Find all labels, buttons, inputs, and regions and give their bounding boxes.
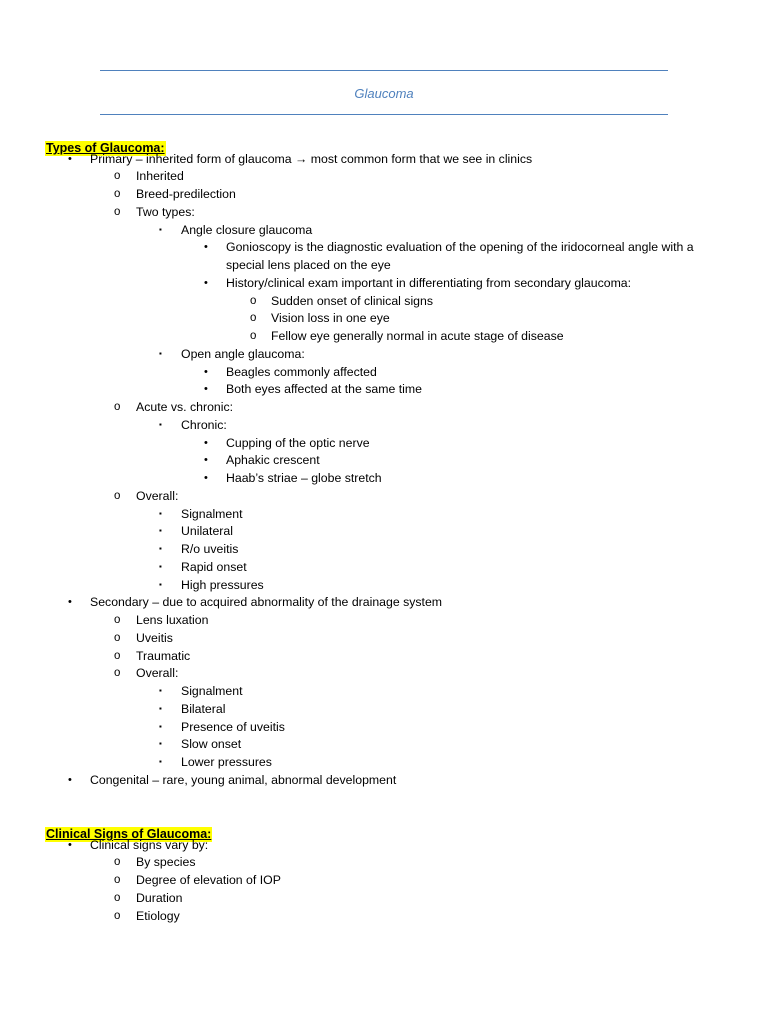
list-item: Degree of elevation of IOP	[136, 873, 281, 887]
list-item: History/clinical exam important in differentiating from secondary glaucoma:	[226, 275, 632, 290]
list-item: Haab’s striae – globe stretch	[226, 471, 382, 485]
circle-bullet-icon: o	[250, 312, 257, 325]
list-item: Two types:	[136, 204, 195, 219]
circle-bullet-icon: o	[114, 489, 121, 502]
list-item: Unilateral	[181, 524, 233, 539]
list-item: Fellow eye generally normal in acute stage of disease	[271, 329, 564, 343]
top-rule	[100, 70, 668, 71]
dot-bullet-icon: •	[204, 436, 208, 449]
dot-bullet-icon: •	[204, 454, 208, 467]
list-item: Duration	[136, 890, 183, 905]
circle-bullet-icon: o	[114, 188, 121, 200]
dot-bullet-icon: •	[204, 383, 208, 396]
section-heading: Clinical Signs of Glaucoma:	[46, 827, 212, 841]
dot-bullet-icon: •	[204, 472, 208, 484]
square-bullet-icon: ▪	[159, 526, 162, 536]
square-bullet-icon: ▪	[159, 561, 162, 571]
list-item: Signalment	[181, 506, 243, 521]
list-item: Chronic:	[181, 417, 227, 432]
list-item: Secondary – due to acquired abnormality of the drainage system	[90, 595, 443, 610]
list-item: Lens luxation	[136, 613, 209, 627]
circle-bullet-icon: o	[114, 667, 121, 680]
list-item: High pressures	[181, 577, 264, 592]
list-item: Bilateral	[181, 701, 226, 716]
circle-bullet-icon: o	[114, 401, 121, 413]
list-item: Angle closure glaucoma	[181, 222, 313, 237]
list-item: Overall:	[136, 666, 179, 681]
square-bullet-icon: ▪	[159, 703, 162, 713]
circle-bullet-icon: o	[114, 631, 121, 644]
title-rule	[100, 114, 668, 115]
circle-bullet-icon: o	[114, 909, 121, 922]
list-item: Clinical signs vary by:	[90, 837, 209, 852]
list-item: Presence of uveitis	[181, 719, 285, 734]
dot-bullet-icon: •	[68, 838, 72, 851]
list-item: Lower pressures	[181, 755, 272, 769]
dot-bullet-icon: •	[68, 152, 72, 165]
square-bullet-icon: ▪	[159, 739, 162, 749]
list-item: By species	[136, 855, 196, 870]
list-item: Traumatic	[136, 648, 191, 663]
dot-bullet-icon: •	[204, 276, 208, 289]
circle-bullet-icon: o	[114, 649, 121, 662]
circle-bullet-icon: o	[114, 891, 121, 904]
list-item: Aphakic crescent	[226, 453, 320, 468]
list-item: Slow onset	[181, 737, 242, 752]
square-bullet-icon: ▪	[159, 686, 162, 695]
list-item: Cupping of the optic nerve	[226, 435, 370, 450]
circle-bullet-icon: o	[114, 614, 121, 626]
square-bullet-icon: ▪	[159, 419, 162, 429]
list-item: Rapid onset	[181, 559, 247, 574]
dot-bullet-icon: •	[204, 241, 208, 254]
circle-bullet-icon: o	[114, 170, 121, 183]
circle-bullet-icon: o	[250, 330, 257, 342]
list-item: Primary – inherited form of glaucoma → most common form that we see in clinics	[90, 151, 533, 166]
list-item: Vision loss in one eye	[271, 311, 390, 326]
list-item: Breed-predilection	[136, 187, 236, 201]
list-item: Congenital – rare, young animal, abnormal development	[90, 772, 397, 787]
list-item: Signalment	[181, 684, 243, 698]
list-item: special lens placed on the eye	[226, 258, 391, 272]
list-item: Inherited	[136, 169, 184, 184]
list-item: Sudden onset of clinical signs	[271, 293, 434, 308]
circle-bullet-icon: o	[114, 856, 121, 869]
square-bullet-icon: ▪	[159, 348, 162, 358]
list-item: Acute vs. chronic:	[136, 400, 234, 414]
square-bullet-icon: ▪	[159, 508, 162, 518]
list-item: Overall:	[136, 488, 179, 503]
dot-bullet-icon: •	[68, 773, 72, 786]
circle-bullet-icon: o	[250, 294, 257, 307]
section-heading: Types of Glaucoma:	[46, 141, 165, 155]
list-item: Etiology	[136, 908, 180, 923]
dot-bullet-icon: •	[68, 596, 72, 609]
dot-bullet-icon: •	[204, 365, 208, 378]
list-item: Uveitis	[136, 630, 173, 645]
circle-bullet-icon: o	[114, 874, 121, 886]
list-item: Beagles commonly affected	[226, 364, 377, 379]
square-bullet-icon: ▪	[159, 544, 162, 553]
list-item: Open angle glaucoma:	[181, 346, 305, 361]
square-bullet-icon: ▪	[159, 721, 162, 731]
square-bullet-icon: ▪	[159, 757, 162, 766]
list-item: R/o uveitis	[181, 542, 239, 556]
document-title: Glaucoma	[354, 86, 414, 101]
square-bullet-icon: ▪	[159, 224, 162, 234]
list-item: Gonioscopy is the diagnostic evaluation of the opening of the iridocorneal angle with a	[226, 240, 694, 255]
square-bullet-icon: ▪	[159, 579, 162, 589]
list-item: Both eyes affected at the same time	[226, 382, 422, 397]
circle-bullet-icon: o	[114, 205, 121, 218]
